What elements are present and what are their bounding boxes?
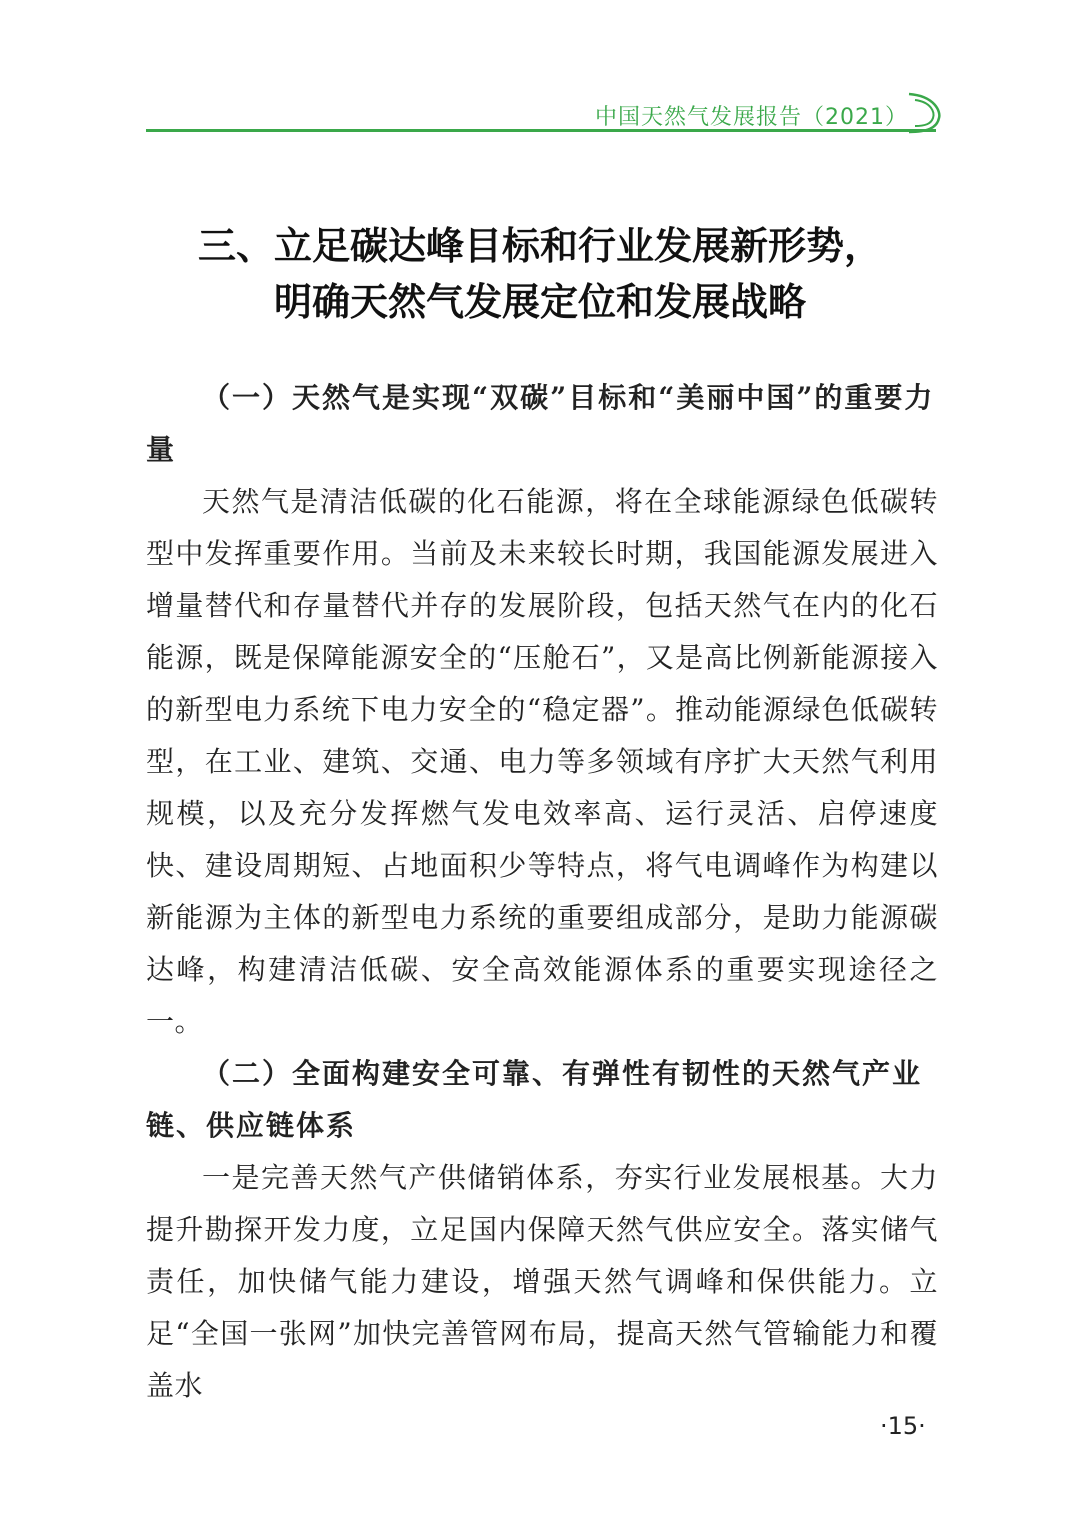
section-1-paragraph: 天然气是清洁低碳的化石能源，将在全球能源绿色低碳转型中发挥重要作用。当前及未来较长时期，我国能源发展进入增量替代和存量替代并存的发展阶段，包括天然气在内的化石能源，既是保障能源安全的“压舱石”，又是高比例新能源接入的新型电力系统下电力安全的“稳定器”。推动能源绿色低碳转型，在工业、建筑、交通、电力等多领域有序扩大天然气利用规模，以及充分发挥燃气发电效率高、运行灵活、启停速度快、建设周期短、占地面积少等特点，将气电调峰作为构建以新能源为主体的新型电力系统的重要组成部分，是助力能源碳达峰，构建清洁低碳、安全高效能源体系的重要实现途径之一。 bbox=[146, 485, 938, 1038]
page-number: ·15· bbox=[880, 1412, 926, 1440]
chapter-title-line-2: 明确天然气发展定位和发展战略 bbox=[273, 280, 806, 324]
running-header-title: 中国天然气发展报告（2021） bbox=[595, 105, 908, 130]
chapter-title bbox=[0, 218, 1080, 330]
header-decoration-icon bbox=[905, 92, 945, 142]
section-2-paragraph: 一是完善天然气产供储销体系，夯实行业发展根基。大力提升勘探开发力度，立足国内保障天然气供应安全。落实储气责任，加快储气能力建设，增强天然气调峰和保供能力。立足“全国一张网”加快完善管网布局，提高天然气管输能力和覆盖水 bbox=[146, 1161, 938, 1402]
body-content bbox=[146, 372, 938, 1412]
chapter-title-line-1: 三、立足碳达峰目标和行业发展新形势， bbox=[197, 224, 882, 268]
section-2-heading: （二）全面构建安全可靠、有弹性有韧性的天然气产业链、供应链体系 bbox=[146, 1057, 923, 1142]
section-1-heading: （一）天然气是实现“双碳”目标和“美丽中国”的重要力量 bbox=[146, 381, 935, 466]
